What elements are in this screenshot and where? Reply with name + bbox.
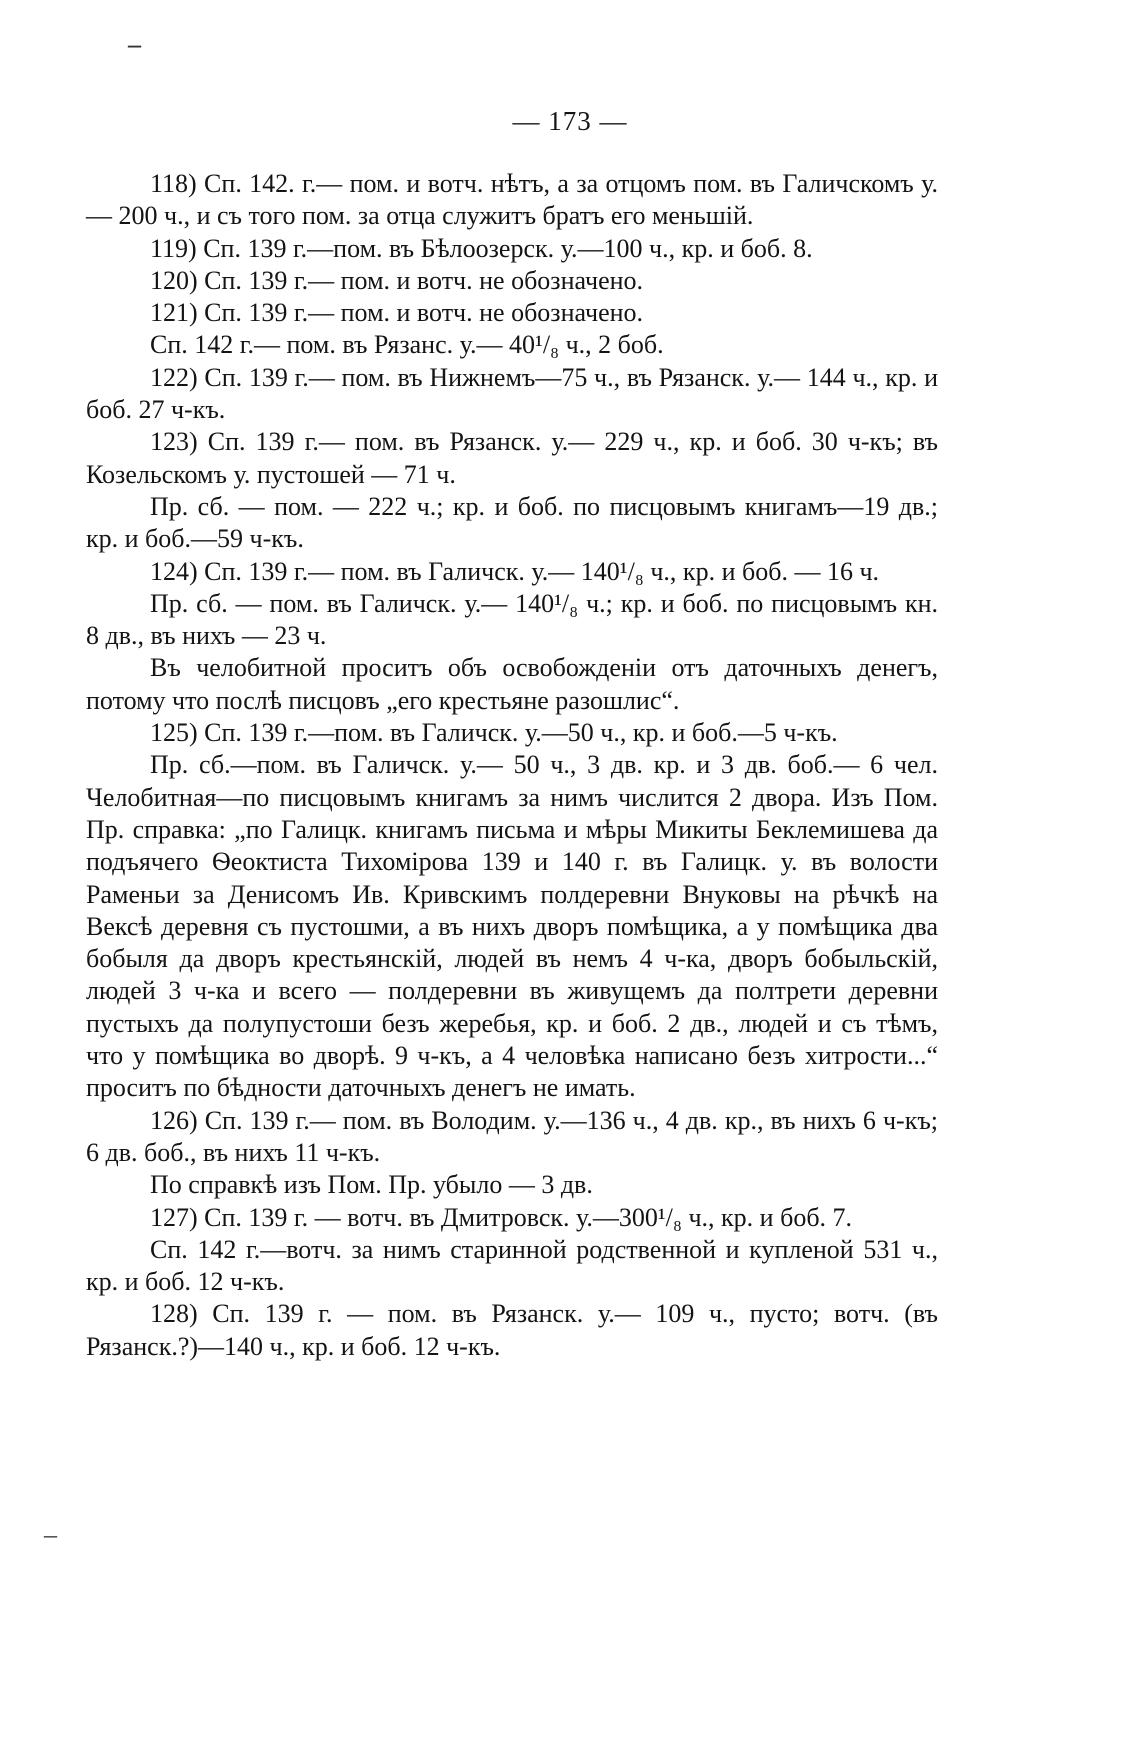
paragraph-126-spravka: По справкѣ изъ Пом. Пр. убыло — 3 дв. [150,1170,593,1200]
paragraph-126: 126) Сп. 139 г.— пом. въ Володим. у.—136 ч., 4 дв. кр., въ нихъ 6 ч-къ; 6 дв. боб., въ нихъ 11 ч-къ. [86,1105,938,1167]
paragraph-123-pr-sb: Пр. сб. — пом. — 222 ч.; кр. и боб. по писцовымъ книгамъ—19 дв.; кр. и боб.—59 ч-къ. [86,491,938,554]
paragraph-125-pr-sb: Пр. сб.—пом. въ Галичск. у.— 50 ч., 3 дв. кр. и 3 дв. боб.— 6 чел. Челобитная—по писцовымъ книгамъ за нимъ числится 2 двора. Изъ Пом. Пр. справка: „по Галицк. книгамъ письма и мѣры Микиты Беклемишева да подъячего Ѳеоктиста Тихомірова 139 и 140 г. въ Галицк. у. въ волости Раменьи за Денисомъ Ив. Кривскимъ полдеревни Внуковы на рѣчкѣ на Вексѣ деревня съ пустошми, а въ нихъ дворъ помѣщика, а у помѣщика два бобыля да дворъ крестьянскій, людей въ немъ 4 ч-ка, дворъ бобыльскій, людей 3 ч-ка и всего — полдеревни въ живущемъ да полтрети деревни пустыхъ да полупустоши безъ жеребья, кр. и боб. 2 дв., людей и съ тѣмъ, что у помѣщика во дворѣ. 9 ч-къ, а 4 человѣка написано безъ хитрости...“ проситъ по бѣдности даточныхъ денегъ не имать. [86,750,938,1103]
paragraph-127-sp142: Сп. 142 г.—вотч. за нимъ старинной родственной и купленой 531 ч., кр. и боб. 12 ч-къ. [86,1234,938,1297]
paragraph-125: 125) Сп. 139 г.—пом. въ Галичск. у.—50 ч., кр. и боб.—5 ч-къ. [150,718,838,748]
margin-dash-top: – [128,30,141,59]
margin-dash-bottom: – [44,1520,57,1549]
paragraph-128: 128) Сп. 139 г. — пом. въ Рязанск. у.— 109 ч., пусто; вотч. (въ Рязанск.?)—140 ч., кр. и боб. 12 ч-къ. [86,1299,938,1361]
paragraph-124: 124) Сп. 139 г.— пом. въ Галичск. у.— 140¹/₈ ч., кр. и боб. — 16 ч. [150,556,880,586]
paragraph-122: 122) Сп. 139 г.— пом. въ Нижнемъ—75 ч., въ Рязанск. у.— 144 ч., кр. и боб. 27 ч-къ. [86,362,938,425]
paragraph-124-pr-sb: Пр. сб. — пом. въ Галичск. у.— 140¹/₈ ч.; кр. и боб. по писцовымъ кн. 8 дв., въ нихъ — 23 ч. [86,588,938,651]
paragraph-121-sp142: Сп. 142 г.— пом. въ Рязанс. у.— 40¹/₈ ч., 2 боб. [150,330,664,360]
paragraph-123: 123) Сп. 139 г.— пом. въ Рязанск. у.— 229 ч., кр. и боб. 30 ч-къ; въ Козельскомъ у. пустошей — 71 ч. [86,427,938,489]
page-number: — 173 — [512,106,628,136]
body-text [86,168,938,1363]
paragraph-120: 120) Сп. 139 г.— пом. и вотч. не обозначено. [150,265,644,295]
paragraph-121: 121) Сп. 139 г.— пом. и вотч. не обозначено. [150,298,644,328]
paragraph-127: 127) Сп. 139 г. — вотч. въ Дмитровск. у.—300¹/₈ ч., кр. и боб. 7. [150,1202,853,1232]
paragraph-118: 118) Сп. 142. г.— пом. и вотч. нѣтъ, а за отцомъ пом. въ Галичскомъ у.— 200 ч., и съ того пом. за отца служитъ братъ его меньшій. [86,169,938,231]
paragraph-119: 119) Сп. 139 г.—пом. въ Бѣлоозерск. у.—100 ч., кр. и боб. 8. [150,233,813,263]
paragraph-124-petition: Въ челобитной проситъ объ освобожденіи отъ даточныхъ денегъ, потому что послѣ писцовъ „его крестьяне разошлис“. [86,653,938,715]
